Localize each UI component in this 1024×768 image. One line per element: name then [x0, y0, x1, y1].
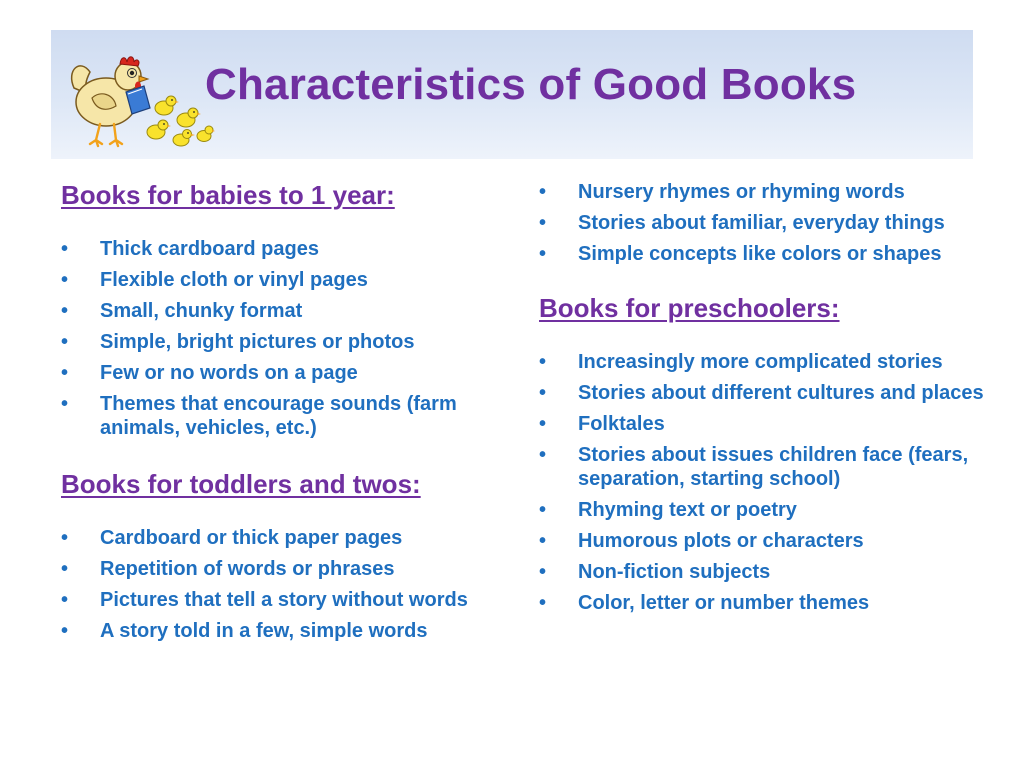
list-item-text: Stories about different cultures and places	[578, 382, 984, 404]
left-column	[61, 180, 501, 650]
bullet-icon: •	[539, 351, 547, 373]
list-item	[539, 591, 989, 615]
list-item-text: Nursery rhymes or rhyming words	[578, 181, 905, 203]
list-item-text: Cardboard or thick paper pages	[100, 527, 403, 549]
list-item-text: Simple concepts like colors or shapes	[578, 243, 942, 265]
bullet-icon: •	[61, 393, 69, 415]
list-item	[61, 268, 501, 292]
bullet-icon: •	[61, 300, 69, 322]
list-item	[61, 526, 501, 550]
list-item-text: A story told in a few, simple words	[100, 620, 428, 642]
bullet-icon: •	[61, 527, 69, 549]
toddlers-list	[61, 526, 501, 643]
list-item	[61, 237, 501, 261]
list-item	[539, 180, 989, 204]
bullet-icon: •	[539, 181, 547, 203]
list-item	[61, 330, 501, 354]
list-item-text: Flexible cloth or vinyl pages	[100, 269, 368, 291]
toddlers-list-continued	[539, 180, 989, 266]
list-item	[539, 350, 989, 374]
list-item	[61, 361, 501, 385]
list-item	[539, 211, 989, 235]
bullet-icon: •	[539, 530, 547, 552]
bullet-icon: •	[539, 444, 547, 466]
list-item-text: Small, chunky format	[100, 300, 303, 322]
right-column	[539, 180, 989, 622]
list-item-text: Color, letter or number themes	[578, 592, 870, 614]
list-item	[539, 498, 989, 522]
list-item-text: Humorous plots or characters	[578, 530, 864, 552]
bullet-icon: •	[61, 238, 69, 260]
bullet-icon: •	[539, 499, 547, 521]
list-item	[539, 381, 989, 405]
section-heading-preschoolers: Books for preschoolers:	[539, 293, 840, 323]
hen-reading-to-chicks-icon	[66, 50, 216, 152]
list-item-text: Increasingly more complicated stories	[578, 351, 943, 373]
list-item	[61, 619, 501, 643]
list-item	[61, 392, 501, 440]
bullet-icon: •	[61, 269, 69, 291]
bullet-icon: •	[539, 382, 547, 404]
list-item	[539, 443, 989, 491]
bullet-icon: •	[61, 331, 69, 353]
bullet-icon: •	[61, 620, 69, 642]
list-item-text: Simple, bright pictures or photos	[100, 331, 415, 353]
list-item-text: Repetition of words or phrases	[100, 558, 395, 580]
bullet-icon: •	[539, 243, 547, 265]
bullet-icon: •	[539, 592, 547, 614]
list-item-text: Themes that encourage sounds (farm animals, vehicles, etc.)	[100, 393, 457, 439]
section-heading-toddlers: Books for toddlers and twos:	[61, 469, 421, 499]
list-item-text: Stories about issues children face (fears, separation, starting school)	[578, 444, 969, 490]
babies-list	[61, 237, 501, 440]
section-heading-babies: Books for babies to 1 year:	[61, 180, 395, 210]
bullet-icon: •	[539, 561, 547, 583]
list-item	[61, 299, 501, 323]
list-item-text: Stories about familiar, everyday things	[578, 212, 945, 234]
list-item	[61, 557, 501, 581]
list-item-text: Rhyming text or poetry	[578, 499, 797, 521]
slide-title: Characteristics of Good Books	[205, 60, 857, 109]
preschoolers-list	[539, 350, 989, 615]
list-item	[539, 412, 989, 436]
bullet-icon: •	[539, 413, 547, 435]
list-item	[539, 560, 989, 584]
list-item-text: Folktales	[578, 413, 665, 435]
list-item	[61, 588, 501, 612]
list-item	[539, 242, 989, 266]
list-item-text: Non-fiction subjects	[578, 561, 771, 583]
bullet-icon: •	[61, 589, 69, 611]
bullet-icon: •	[61, 558, 69, 580]
list-item-text: Few or no words on a page	[100, 362, 358, 384]
list-item-text: Thick cardboard pages	[100, 238, 319, 260]
bullet-icon: •	[61, 362, 69, 384]
list-item	[539, 529, 989, 553]
list-item-text: Pictures that tell a story without words	[100, 589, 468, 611]
bullet-icon: •	[539, 212, 547, 234]
